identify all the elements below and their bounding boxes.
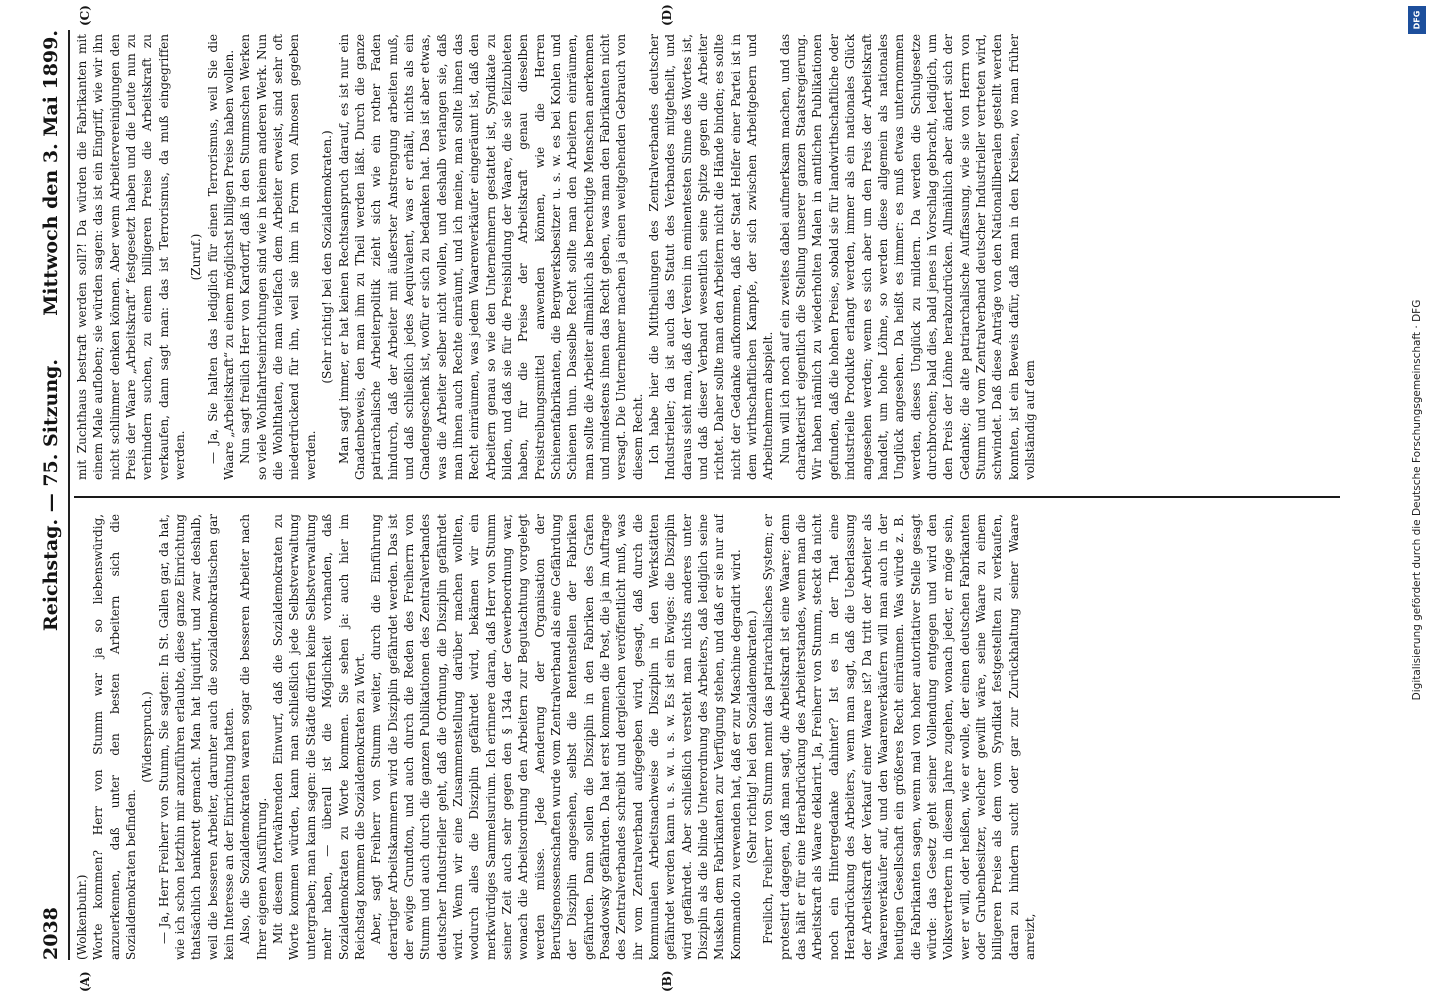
- paragraph: Ich habe hier die Mittheilungen des Zentralverbandes deutscher Industrieller; da ist auch das Statut des Verbandes mitgetheilt, und daraus sieht man, daß der Verein im eminentesten Sinne des Wortes ist, und daß dieser Verband wesentlich seine Spitze gegen die Arbeiter richtet. Daher sollte man den Arbeitern nicht die Hände binden; es sollte nicht der Gedanke aufkommen, daß der Staat Helfer einer Partei ist in dem wirthschaftlichen Kampfe, der sich zwischen Arbeitgebern und Arbeitnehmern abspielt.: [647, 34, 776, 480]
- paragraph: — Ja, Sie halten das lediglich für einen Terrorismus, weil Sie die Waare „Arbeitskraft“ zu einem möglichst billigen Preise haben wollen.: [205, 34, 237, 480]
- margin-mark-d: (D): [660, 4, 674, 26]
- interjection: (Widerspruch.): [140, 691, 155, 783]
- logo-text: DFG: [1412, 10, 1422, 30]
- paragraph: Also, die Sozialdemokraten waren sogar die besseren Arbeiter nach Ihrer eigenen Ausführung.: [238, 514, 269, 960]
- session-date: Mittwoch den 3. Mai 1899.: [40, 30, 62, 316]
- interjection: (Sehr richtig! bei den Sozialdemokraten.): [320, 130, 335, 384]
- paragraph: Mit diesem fortwährenden Einwurf, daß die Sozialdemokraten zu Worte kommen würden, kann man schließlich jede Selbstverwaltung untergraben; man kann sagen: die Städte dürfen keine Selbstverwaltung mehr haben, — überall ist die Möglichkeit vorhanden, daß Sozialdemokraten zu Worte kommen. Sie sehen ja: auch hier im Reichstag kommen die Sozialdemokraten zu Wort.: [271, 514, 367, 960]
- paragraph: Nun sagt freilich Herr von Kardorff, daß in den Stummschen Werken so viele Wohlfahrtseinrichtungen sind wie in keinem anderen Werk. Nun die Wohlthaten, die man vielfach dem Arbeiter erweist, sind sehr oft niederdrückend für ihn, weil sie ihm in Form von Almosen gegeben werden.: [238, 34, 318, 480]
- paragraph: — Ja, Herr Freiherr von Stumm, Sie sagten: In St. Gallen gar, da hat, wie ich schon letzthin mir anzuführen erlaubte, diese ganze Einrichtung thatsächlich bankerott gemacht. Man hat liquidirt, und zwar deshalb, weil die besseren Arbeiter, darunter auch die sozialdemokratischen gar kein Interesse an der Einrichtung hatten.: [156, 514, 237, 960]
- page-number: 2038: [40, 907, 62, 960]
- digitization-note: Digitalisierung gefördert durch die Deutsche Forschungsgemeinschaft · DFG: [1411, 299, 1423, 701]
- paragraph: Nun will ich noch auf ein zweites dabei aufmerksam machen, und das charakterisirt eigentlich die Stellung unserer ganzen Staatsregierung. Wir haben nämlich zu wiederholten Malen in amtlichen Publikationen gefunden, daß die hohen Preise, sobald sie für landwirthschaftliche oder industrielle Produkte erlangt werden, immer als ein nationales Glück angesehen werden; wenn es sich aber um den Preis der Arbeitskraft handelt, um hohe Löhne, so werden diese allgemein als nationales Unglück angesehen. Da heißt es immer: es muß etwas unternommen werden, dieses Unglück zu mildern. Da werden die Schulgesetze durchbrochen; bald dies, bald jenes in Vorschlag gebracht, lediglich, um den Preis der Löhne herabzudrücken. Allmählich aber ändert sich der Gedanke; die alte patriarchalische Auffassung, wie sie von Herrn von Stumm und vom Zentralverband deutscher Industrieller vertreten wird, schwindet. Daß diese Anträge von den Nationalliberalen gestellt werden konnten, ist ein Beweis dafür, daß man in den Kreisen, wo man früher vollständig auf dem: [777, 34, 1037, 480]
- page-header: [26, 30, 70, 960]
- paragraph: Man sagt immer, er hat keinen Rechtsanspruch darauf, es ist nur ein Gnadenbeweis, den man ihm zu Theil werden läßt. Durch die ganze patriarchalische Arbeiterpolitik zieht sich wie ein rother Faden hindurch, daß der Arbeiter mit äußerster Anstrengung arbeiten muß, und daß schließlich jedes Aequivalent, was er erhält, nichts als ein Gnadengeschenk ist, wofür er sich zu bedanken hat. Das ist aber etwas, was die Arbeiter selber nicht wollen, und deshalb verlangen sie, daß man ihnen auch Rechte einräumt, und ich meine, man sollte ihnen das Recht einräumen, was jedem Waarenverkäufer eingeräumt ist, daß den Arbeitern genau so wie den Unternehmern gestattet ist, Syndikate zu bilden, und daß sie für die Preisbildung der Waare, die sie feilzubieten haben, für die Preise der Arbeitskraft genau dieselben Preistreibungsmittel anwenden können, wie die Herren Schienenfabrikanten, die Bergwerksbesitzer u. s. w. es bei Kohlen und Schienen thun. Dasselbe Recht sollte man den Arbeitern einräumen, man sollte die Arbeiter allmählich als berechtigte Menschen anerkennen und mindestens ihnen das Recht geben, was man den Fabrikanten nicht versagt. Die Unternehmer machen ja einen weitgehenden Gebrauch von diesem Recht.: [336, 34, 645, 480]
- column-divider: [74, 496, 1340, 498]
- text-column-left: [74, 514, 1346, 960]
- digitization-strip: [1406, 0, 1428, 1000]
- paragraph: Freilich, Freiherr von Stumm nennt das patriarchalisches System; er protestirt dagegen, daß man sagt, die Arbeitskraft ist eine Waare; denn das hält er für eine Herabdrückung des Arbeiterstandes, wenn man die Arbeitskraft als Waare deklarirt. Ja, Freiherr von Stumm, steckt da nicht noch ein Hintergedanke dahinter? Ist es in der That eine Herabdrückung des Arbeiters, wenn man sagt, daß die Ueberlassung der Arbeitskraft der Verkauf einer Waare ist? Da tritt der Arbeiter als Waarenverkäufer auf, und den Waarenverkäufern will man auch in der heutigen Gesellschaft ein größeres Recht einräumen. Was würde z. B. die Fabrikanten sagen, wenn mal von hoher autoritativer Stelle gesagt würde: das Gesetz geht seiner Vollendung entgegen und wird den Volksvertretern in diesem Jahre zugehen, wonach jeder, er möge sein, wer er will, oder heißen, wie er wolle, der einen deutschen Fabrikanten oder Grubenbesitzer, welcher gewillt wäre, seine Waare zu einem billigeren Preise als dem vom Syndikat festgestellten zu verkaufen, daran zu hindern sucht oder gar zur Zurückhaltung seiner Waare anreizt,: [761, 514, 1037, 960]
- session-title: Reichstag. — 75. Sitzung.: [40, 358, 62, 632]
- text-column-right: [74, 34, 1346, 480]
- interjection: (Zuruf.): [189, 233, 204, 281]
- margin-mark-c: (C): [78, 5, 92, 26]
- paragraph: Aber, sagt Freiherr von Stumm weiter, durch die Einführung derartiger Arbeitskammern wird die Disziplin gefährdet werden. Das ist der ewige Grundton, und auch durch die Reden des Freiherrn von Stumm und auch durch die ganzen Publikationen des Zentralverbandes deutscher Industrieller geht, daß die Ordnung, die Disziplin gefährdet wird. Wenn wir eine Zusammenstellung darüber machen wollten, wodurch alles die Disziplin gefährdet wird, bekämen wir ein merkwürdiges Sammelsurium. Ich erinnere daran, daß Herr von Stumm seiner Zeit auch sehr gegen den § 134a der Gewerbeordnung war, wonach die Arbeitsordnung den Arbeitern zur Begutachtung vorgelegt werden müsse. Jede Aenderung der Organisation der Berufsgenossenschaften wurde vom Zentralverband als eine Gefährdung der Disziplin angesehen, selbst die Rentenstellen der Fabriken gefährden. Dann sollen die Disziplin in den Fabriken des Grafen Posadowsky gefährden. Da hat erst kommen die Post, die ja im Auftrage des Zentralverbandes schreibt und dergleichen veröffentlicht muß, was ihr vom Zentralverband aufgegeben wird, gesagt, daß durch die kommunalen Arbeitsnachweise die Disziplin in den Werkstätten gefährdet werden kann u. s. w. u. s. w. Es ist ein Ewiges: die Disziplin wird gefährdet. Aber schließlich versteht man nichts anderes unter Disziplin als die blinde Unterordnung des Arbeiters, daß lediglich seine Muskeln dem Fabrikanten zur Verfügung stehen, und daß er sie nur auf Kommando zu verwenden hat, daß er zur Maschine degradirt wird.: [369, 514, 743, 960]
- margin-mark-a: (A): [78, 971, 92, 992]
- margin-mark-b: (B): [660, 970, 674, 992]
- interjection: (Sehr richtig! bei den Sozialdemokraten.): [745, 610, 760, 864]
- paragraph: mit Zuchthaus bestraft werden soll?! Da würden die Fabrikanten mit einem Male aufloben; sie würden sagen: das ist ein Eingriff, wie wir ihn nicht schlimmer denken können. Aber wenn Arbeitervereinigungen den Preis der Waare „Arbeitskraft“ festgesetzt haben und die Leute nun zu verhindern suchen, zu einem billigeren Preise die Arbeitskraft zu verkaufen, dann sagt man: das ist Terrorismus, da muß eingegriffen werden.: [75, 34, 188, 480]
- paragraph: (Wolkenbuhr.): [75, 874, 89, 960]
- paragraph: Worte kommen? Herr von Stumm war ja so liebenswürdig, anzuerkennen, daß unter den besten Arbeitern sich die Sozialdemokraten befinden.: [91, 514, 139, 960]
